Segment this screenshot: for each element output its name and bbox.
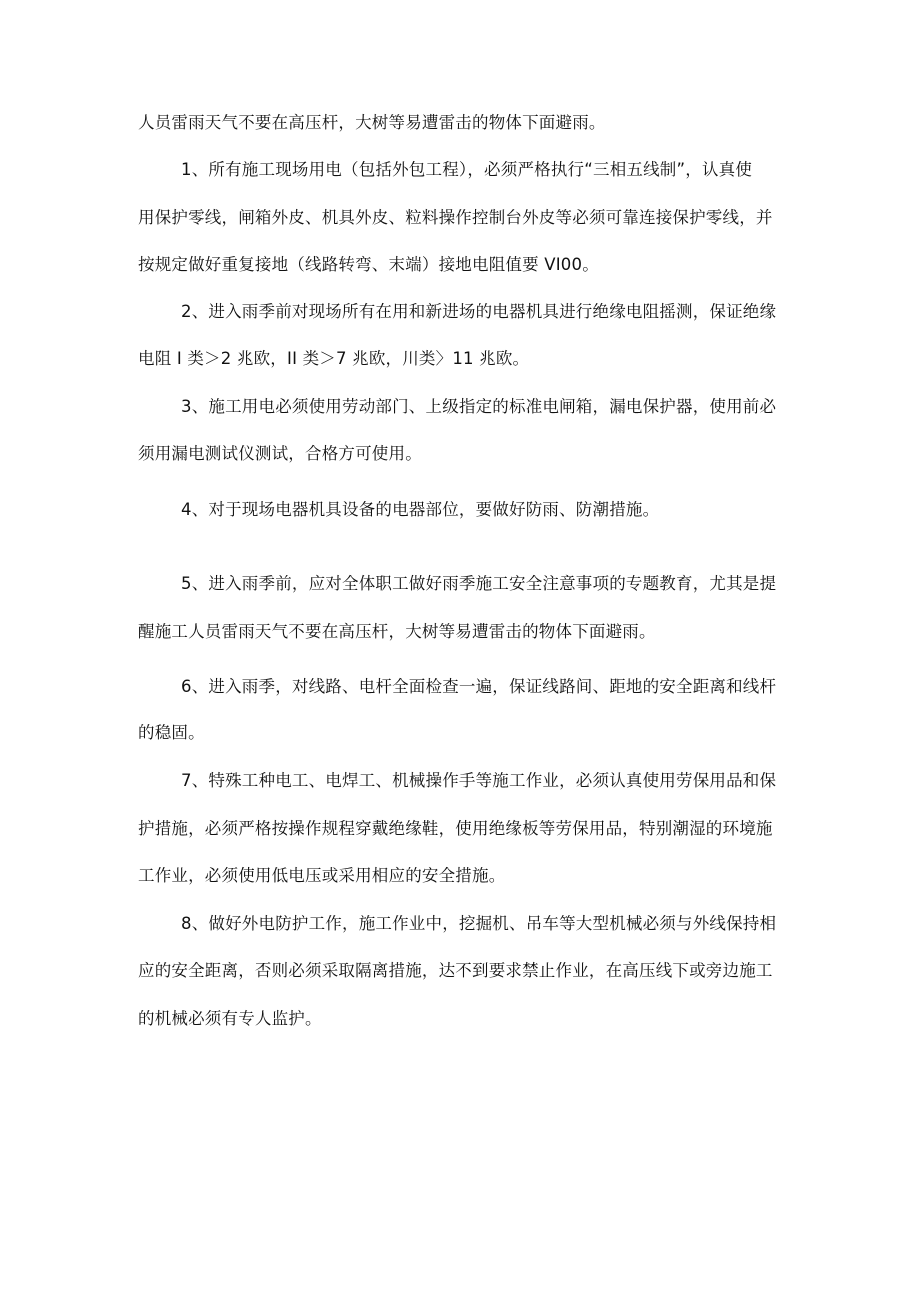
item-1-line-2: 用保护零线，闸箱外皮、机具外皮、粒料操作控制台外皮等必须可靠连接保护零线，并 <box>138 208 773 227</box>
item-6-line-1: 6、进入雨季，对线路、电杆全面检查一遍，保证线路间、距地的安全距离和线杆 <box>181 677 777 696</box>
item-6-line-2: 的稳固。 <box>138 723 205 742</box>
item-2-line-2: 电阻 I 类＞2 兆欧，II 类＞7 兆欧，川类〉11 兆欧。 <box>138 349 530 368</box>
item-1-line-1: 1、所有施工现场用电（包括外包工程），必须严格执行“三相五线制”，认真使 <box>181 160 753 179</box>
item-7-line-1: 7、特殊工种电工、电焊工、机械操作手等施工作业，必须认真使用劳保用品和保 <box>181 771 777 790</box>
item-3-line-1: 3、施工用电必须使用劳动部门、上级指定的标准电闸箱，漏电保护器，使用前必 <box>181 397 777 416</box>
item-5-line-1: 5、进入雨季前，应对全体职工做好雨季施工安全注意事项的专题教育，尤其是提 <box>181 574 777 593</box>
text-line-continuation: 人员雷雨天气不要在高压杆，大树等易遭雷击的物体下面避雨。 <box>138 113 606 132</box>
item-1-line-3: 按规定做好重复接地（线路转弯、末端）接地电阻值要 VI00。 <box>138 255 599 274</box>
item-5-line-2: 醒施工人员雷雨天气不要在高压杆，大树等易遭雷击的物体下面避雨。 <box>138 622 656 641</box>
item-3-line-2: 须用漏电测试仪测试，合格方可使用。 <box>138 444 422 463</box>
item-7-line-3: 工作业，必须使用低电压或采用相应的安全措施。 <box>138 866 506 885</box>
item-4-line-1: 4、对于现场电器机具设备的电器部位，要做好防雨、防潮措施。 <box>181 500 660 519</box>
item-7-line-2: 护措施，必须严格按操作规程穿戴绝缘鞋，使用绝缘板等劳保用品，特别潮湿的环境施 <box>138 819 773 838</box>
item-8-line-3: 的机械必须有专人监护。 <box>138 1009 322 1028</box>
item-2-line-1: 2、进入雨季前对现场所有在用和新进场的电器机具进行绝缘电阻摇测，保证绝缘 <box>181 302 777 321</box>
item-8-line-1: 8、做好外电防护工作，施工作业中，挖掘机、吊车等大型机械必须与外线保持相 <box>181 914 777 933</box>
item-8-line-2: 应的安全距离，否则必须采取隔离措施，达不到要求禁止作业，在高压线下或旁边施工 <box>138 961 773 980</box>
